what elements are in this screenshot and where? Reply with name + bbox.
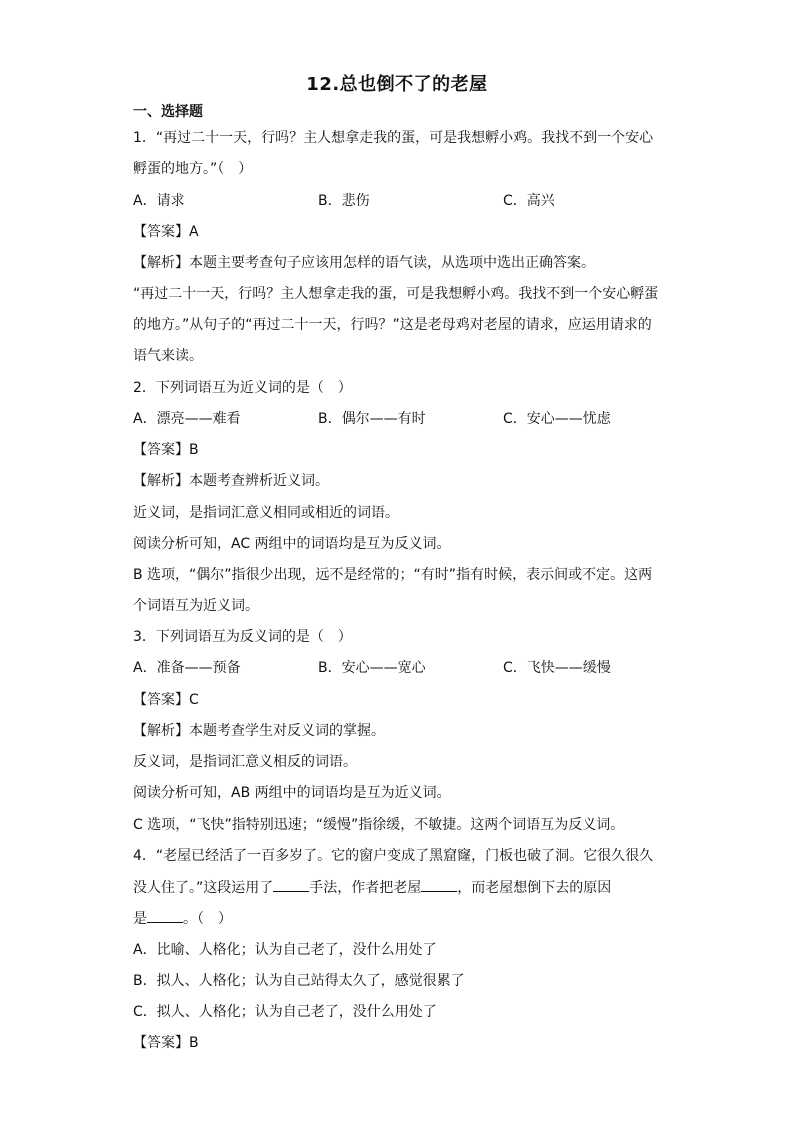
q3-option-c: C．飞快——缓慢	[503, 660, 611, 676]
q2-text: 2．下列词语互为近义词的是（ ）	[133, 380, 352, 396]
q4-text-segment: ，而老屋想倒下去的原因	[457, 880, 612, 896]
q1-option-c: C．高兴	[503, 193, 555, 209]
q4-text-line1: 4．“老屋已经活了一百多岁了。它的窗户变成了黑窟窿，门板也破了洞。它很久很久	[133, 848, 654, 864]
q1-analysis-line: 【解析】本题主要考查句子应该用怎样的语气读，从选项中选出正确答案。	[133, 255, 595, 271]
q3-text: 3．下列词语互为反义词的是（ ）	[133, 629, 352, 645]
q3-analysis-line: C 选项，“飞快”指特别迅速；“缓慢”指徐缓，不敏捷。这两个词语互为反义词。	[133, 817, 625, 833]
q2-analysis-line: 个词语互为近义词。	[133, 598, 259, 614]
q1-answer: 【答案】A	[133, 224, 199, 240]
q4-text-line3	[133, 908, 232, 929]
q4-option-c: C．拟人、人格化；认为自己老了，没什么用处了	[133, 1004, 437, 1020]
q3-option-a: A．准备——预备	[133, 660, 241, 676]
section-heading: 一、选择题	[133, 104, 203, 120]
q4-option-b: B．拟人、人格化；认为自己站得太久了，感觉很累了	[133, 973, 465, 989]
q4-text-segment: 手法，作者把老屋	[309, 880, 422, 896]
fill-blank	[273, 877, 309, 892]
fill-blank	[147, 908, 183, 923]
q1-option-a: A．请求	[133, 193, 185, 209]
q4-text-segment: 是	[133, 911, 147, 927]
q3-analysis-line: 反义词，是指词汇意义相反的词语。	[133, 754, 357, 770]
q2-analysis-line: 【解析】本题考查辨析近义词。	[133, 473, 329, 489]
q4-answer: 【答案】B	[133, 1035, 199, 1051]
q1-analysis-line: 语气来读。	[133, 348, 203, 364]
q1-analysis-line: “再过二十一天，行吗？主人想拿走我的蛋，可是我想孵小鸡。我找不到一个安心孵蛋	[133, 286, 659, 302]
page-title: 12.总也倒不了的老屋	[306, 74, 488, 95]
q1-analysis-line: 的地方。”从句子的“再过二十一天，行吗？”这是老母鸡对老屋的请求，应运用请求的	[133, 317, 652, 333]
q2-option-a: A．漂亮——难看	[133, 411, 241, 427]
q2-analysis-line: B 选项，“偶尔”指很少出现，远不是经常的；“有时”指有时候，表示间或不定。这两	[133, 567, 653, 583]
q3-analysis-line: 【解析】本题考查学生对反义词的掌握。	[133, 723, 385, 739]
q3-analysis-line: 阅读分析可知，AB 两组中的词语均是互为近义词。	[133, 785, 451, 801]
q3-answer: 【答案】C	[133, 692, 199, 708]
q2-option-b: B．偶尔——有时	[318, 411, 426, 427]
q4-text-line2	[133, 877, 611, 898]
q2-analysis-line: 阅读分析可知，AC 两组中的词语均是互为反义词。	[133, 536, 451, 552]
q4-text-segment: 没人住了。”这段运用了	[133, 880, 274, 896]
q1-option-b: B．悲伤	[318, 193, 370, 209]
q3-option-b: B．安心——宽心	[318, 660, 426, 676]
q1-text-line2: 孵蛋的地方。”（ ）	[133, 161, 253, 177]
q2-analysis-line: 近义词，是指词汇意义相同或相近的词语。	[133, 505, 399, 521]
q2-answer: 【答案】B	[133, 442, 199, 458]
q1-text-line1: 1．“再过二十一天，行吗？主人想拿走我的蛋，可是我想孵小鸡。我找不到一个安心	[133, 130, 654, 146]
q4-text-segment: 。（ ）	[183, 911, 232, 927]
fill-blank	[421, 877, 457, 892]
q4-option-a: A．比喻、人格化；认为自己老了，没什么用处了	[133, 942, 437, 958]
q2-option-c: C．安心——忧虑	[503, 411, 611, 427]
